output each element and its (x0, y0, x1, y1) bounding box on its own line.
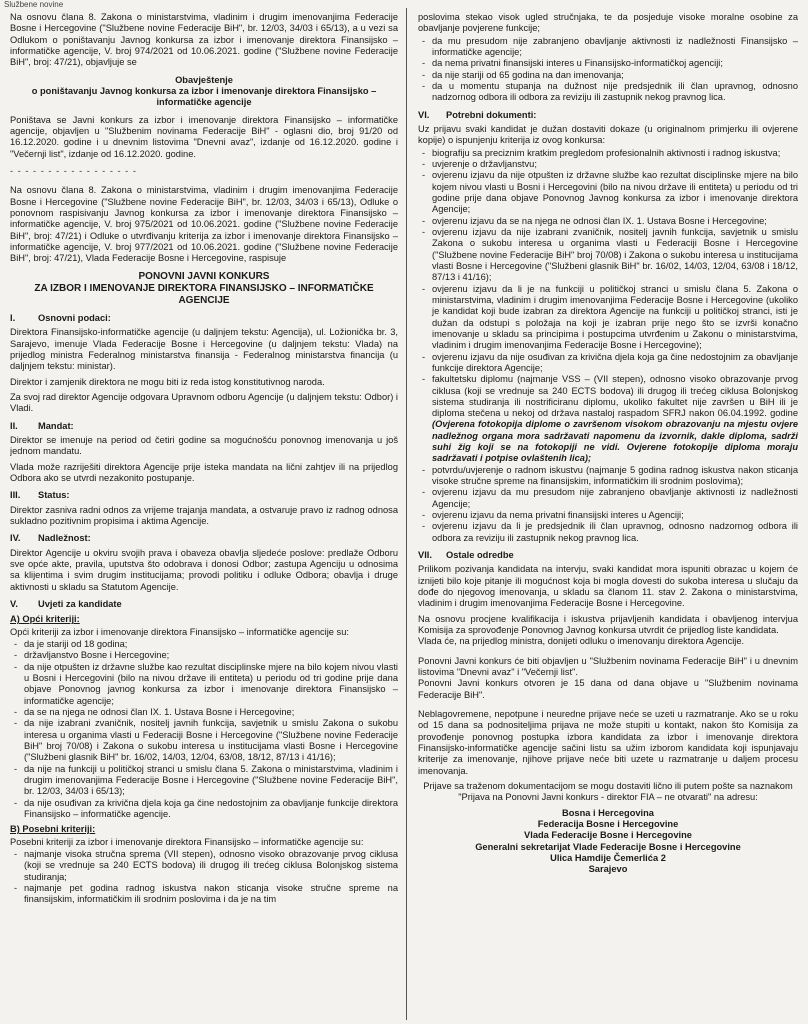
general-criteria-list (10, 639, 398, 820)
address-line: Bosna i Hercegovina (562, 807, 654, 818)
list-item: - da mu presudom nije zabranjeno obavljanje aktivnosti iz nadležnosti Finansijsko – informatičke agencije; (432, 36, 798, 59)
subsection-heading: B) Posebni kriteriji: (10, 824, 96, 835)
list-item: - ovjerenu izjavu da nije otpušten iz državne službe kao rezultat disciplinske mjere na bilo kojem nivou vlasti u Bosni i Hercegovini (bilo na nivou države ili entiteta) u periodu od tri godine prije dana objave Ponovnog Javnog konkursa za izbor i imenovanje direktora Agencije; (432, 170, 798, 215)
list-item: - da je stariji od 18 godina; (24, 639, 398, 650)
section-heading: IV. Nadležnost: (10, 533, 91, 544)
list-item: - da nema privatni finansijski interes u Finansijsko-informatičkoj agenciji; (432, 58, 798, 69)
list-item: - uvjerenje o državljanstvu; (432, 159, 798, 170)
section-paragraph: Uz prijavu svaki kandidat je dužan dostaviti dokaze (u originalnom primjerku ili ovjerene kopije) o ispunjenju kriterija iz ovog konkursa: (418, 123, 798, 146)
special-criteria-list (10, 849, 398, 906)
column-divider (406, 8, 407, 1020)
intro-paragraph: Na osnovu člana 8. Zakona o ministarstvima, vladinim i drugim imenovanjima Federacije Bosne i Hercegovine ("Službene novine Federacije BiH", br. 12/03, 34/03 i 65/13), a u vezi sa Odlukom o poništavanju Javnog konkursa za izbor i imenovanje direktora Finansijsko – informatičke agencije, V. broj 974/2021 od 10.06.2021. godine ("Službene novine Federacije BiH", broj: 47/21), objavljuje se (10, 12, 398, 68)
list-item: - da nije otpušten iz državne službe kao rezultat disciplinske mjere na bilo kojem nivou vlasti u Bosni i Hercegovini (bilo na nivou države ili entiteta) u periodu od tri godine prije dana objave Ponovnog javnog konkursa za izbor i imenovanje direktora Finansijsko – informatičke agencije; (24, 662, 398, 707)
section-paragraph: Direktor zasniva radni odnos za vrijeme trajanja mandata, a ostvaruje pravo iz radnog odnosa sukladno pozitivnim propisima i aktima Agencije. (10, 504, 398, 527)
address-line: Federacija Bosne i Hercegovine (537, 818, 679, 829)
diploma-note: (Ovjerena fotokopija diplome o završenom visokom obrazovanju na mjestu ovjere nadležnog organa mora sadržavati napomenu da izvornik, dakle diploma, sadrži suhi žig koji se na fotokopiji ne vidi. Ovjerene fotokopije diploma moraju sadržavati i potpise ovlaštenih lica); (432, 419, 798, 464)
list-item: - ovjerenu izjavu da nije osuđivan za krivična djela koja ga čine nedostojnim za obavljanje funkcije direktora Agencije; (432, 352, 798, 375)
section-heading: VI. Potrebni dokumenti: (418, 109, 537, 120)
section-paragraph: Direktor se imenuje na period od četiri godine sa mogućnošću ponovnog imenovanja u još jednom mandatu. (10, 435, 398, 457)
address-line: Vlada Federacije Bosne i Hercegovine (524, 830, 692, 841)
list-item: - najmanje visoka stručna sprema (VII stepen), odnosno visoko obrazovanje prvog ciklusa (koji se vrednuje sa 240 ECTS bodova) ili drugog ili trećeg ciklusa Bolonjskog sistema studiranja; (24, 849, 398, 883)
subsection-intro: Posebni kriteriji za izbor i imenovanje direktora Finansijsko – informatičke agencije su: (10, 836, 364, 847)
subsection-intro: Opći kriteriji za izbor i imenovanje direktora Finansijsko – informatičke agencije su: (10, 626, 349, 637)
address-line: Ulica Hamdije Čemerlića 2 (550, 852, 666, 863)
list-item: - da se na njega ne odnosi član IX. 1. Ustava Bosne i Hercegovine; (24, 707, 398, 718)
left-column (10, 12, 398, 1020)
list-item: - ovjerenu izjavu da se na njega ne odnosi član IX. 1. Ustava Bosne i Hercegovine; (432, 216, 798, 227)
address-line: Sarajevo (588, 864, 628, 875)
annulment-paragraph: Poništava se Javni konkurs za izbor i imenovanje direktora Finansijsko – informatičke agencije, objavljen u "Službenim novinama Federacije BiH" - oglasni dio, broj 91/20 od 16.12.2020. godine i u dnevnim listovima "Dnevni avaz", izdanje od 16.12.2020. godine i "Večernji list", izdanje od 16.12.2020. godine. (10, 114, 398, 159)
section-paragraph: Ponovni Javni konkurs će biti objavljen u "Službenim novinama Federacije BiH" i u dnevnim listovima "Dnevni avaz" i "Večernji list". (418, 655, 798, 678)
list-item: - da nije osuđivan za krivična djela koja ga čine nedostojnim za obavljanje funkcije direktora Finansijsko – informatičke agencije. (24, 798, 398, 821)
section-paragraph: Neblagovremene, nepotpune i neuredne prijave neće se uzeti u razmatranje. Ako se u roku od 15 dana sa podnositeljima prijava ne može stupiti u kontakt, nakon što Komisija za provođenje ponovnog postupka izbora kandidata za izbor i imenovanje direktora Finansijsko-informatičke agencije sačini listu sa užim izborom kandidata koji ispunjavaju kriterije za imenovanje, njihove prijave neće biti uzete u razmatranje u daljem procesu imenovanja. (418, 709, 798, 776)
address-block (418, 808, 798, 876)
continued-paragraph: poslovima stekao visok ugled stručnjaka, te da posjeduje visoke moralne osobine za obavljanje povjerene funkcije; (418, 12, 798, 34)
list-item: - ovjerenu izjavu da li je predsjednik ili član upravnog, odnosno nadzornog odbora ili odbora za reviziju ili zastupnik nekog pravnog lica. (432, 521, 798, 544)
legal-basis-paragraph: Na osnovu člana 8. Zakona o ministarstvima, vladinim i drugim imenovanjima Federacije Bosne i Hercegovine ("Službene novine Federacije BiH", br. 12/03, 34/03 i 65/13), Odluke o ponovnom raspisivanju Javnog konkursa za izbor i imenovanje direktora Finansijsko – informatičke agencije, V. broj 975/2021 od 10.06.2021. godine ("Službene novine Federacije BiH", broj: 47/21) i Odluke o utvrđivanju kriterija za izbor i imenovanje direktora Finansijsko – informatičke agencije, V. broj 977/2021 od 10.06.2021. godine ("Službene novine Federacije BiH", broj: 47/21), Vlada Federacije Bosne i Hercegovine, raspisuje (10, 185, 398, 264)
list-item: - da nije stariji od 65 godina na dan imenovanja; (432, 70, 798, 81)
right-column (418, 12, 798, 1020)
section-heading: III. Status: (10, 490, 70, 501)
separator: - - - - - - - - - - - - - - - - - (10, 165, 137, 176)
section-paragraph: Za svoj rad direktor Agencije odgovara Upravnom odboru Agencije (u daljnjem tekstu: Odbor) i Vladi. (10, 392, 398, 414)
notice-title: Obavještenje (175, 74, 233, 85)
list-item: - ovjerenu izjavu da li je na funkciji u političkoj stranci u smislu člana 5. Zakona o ministarstvima, vladinim i drugim imenovanjima Federacije Bosne i Hercegovine (ukoliko je kandidat koji bude izabran za direktora Agencije na funkciji u političkoj stranci, isti je dužan da odstupi s položaja na koji je izabran prije nego što se izvrši konačno imenovanje u skladu sa principima i postupcima utvrđenim u Zakonu o ministarstvima, vladinim i drugim imenovanjima Federacije Bosne i Hercegovine); (432, 284, 798, 352)
special-criteria-list-continued (418, 36, 798, 104)
list-item: - ovjerenu izjavu da nije izabrani zvaničnik, nositelj javnih funkcija, savjetnik u smislu Zakona o sukobu interesa u organima vlasti u Federaciji Bosne i Hercegovine ("Službene novine Federacije BiH" broj 70/08) i Zakona o sukobu interesa u institucijama vlasti Bosne i Hercegovine ("Službeni glasnik BiH" br. 16/02, 14/03, 12/04, 63/08 i 18/12, 87/13 i 41/16); (432, 227, 798, 284)
diploma-text: fakultetsku diplomu (najmanje VSS – (VII stepen), odnosno visoko obrazovanje prvog ciklusa (koji se vrednuje sa 240 ECTS bodova) ili drugog ili trećeg ciklusa Bolonjskog sistema studiranja ili nostrificiranu diplomu, ukoliko fakultet nije završen u BiH ili je diploma stečena u nekoj od država nastaloj raspadom SFRJ nakon 06.04.1992. godine (432, 374, 798, 419)
konkurs-title-line2: ZA IZBOR I IMENOVANJE DIREKTORA FINANSIJSKO – INFORMATIČKE AGENCIJE (34, 282, 374, 306)
list-item: - ovjerenu izjavu da nema privatni finansijski interes u Agenciji; (432, 510, 798, 521)
konkurs-title (10, 271, 398, 308)
section-heading: II. Mandat: (10, 420, 74, 431)
list-item: - biografiju sa preciznim kratkim pregledom profesionalnih aktivnosti i radnog iskustva; (432, 148, 798, 159)
section-paragraph: Direktor i zamjenik direktora ne mogu biti iz reda istog konstitutivnog naroda. (10, 376, 325, 387)
submission-paragraph: Prijave sa traženom dokumentacijom se mogu dostaviti lično ili putem pošte sa naznakom "Prijava na Ponovni Javni konkurs - direktor FIA – ne otvarati" na adresu: (423, 781, 793, 803)
list-item: - državljanstvo Bosne i Hercegovine; (24, 650, 398, 661)
list-item (432, 374, 798, 465)
section-heading: I. Osnovni podaci: (10, 313, 111, 324)
header-strip (0, 0, 808, 10)
list-item: - da nije izabrani zvaničnik, nositelj javnih funkcija, savjetnik u smislu Zakona o sukobu interesa u organima vlasti u Federaciji Bosne i Hercegovine ("Službene novine Federacije BiH" broj 70/08) i Zakona o sukobu interesa u institucijama vlasti Bosne i Hercegovine ("Službeni glasnik BiH" br. 16/02, 14/03, 12/04, 63/08, 18/12, 87/13 i 41/16); (24, 718, 398, 763)
section-heading: V. Uvjeti za kandidate (10, 599, 122, 610)
documents-list (418, 148, 798, 544)
list-item: - najmanje pet godina radnog iskustva nakon sticanja visoke stručne spreme na finansijskim, informatičkim ili srodnim poslovima i da je na tim (24, 883, 398, 906)
section-heading: VII. Ostale odredbe (418, 550, 514, 561)
list-item: - potvrdu/uvjerenje o radnom iskustvu (najmanje 5 godina radnog iskustva nakon sticanja visoke stručne spreme na finansijskim, informatičkim ili srodnim poslovima); (432, 465, 798, 488)
section-paragraph: Direktor Agencije u okviru svojih prava i obaveza obavlja sljedeće poslove: predlaže Odboru sve opće akte, pravila, uputstva što odobrava i donosi Odbor; zastupa Agenciju u odnosima sa klijentima i svim drugim institucijama; provodi politiku i odluke Odbora; obavlja i druge aktivnosti u skladu sa Statutom Agencije. (10, 547, 398, 592)
address-line: Generalni sekretarijat Vlade Federacije Bosne i Hercegovine (475, 841, 741, 852)
list-item: - da nije na funkciji u političkoj stranci u smislu člana 5. Zakona o ministarstvima, vladinim i drugim imenovanjima Federacije Bosne i Hercegovine ("Službene novine Federacije BiH", br. 12/03, 34/03 i 65/13); (24, 764, 398, 798)
section-paragraph: Prilikom pozivanja kandidata na intervju, svaki kandidat mora ispuniti obrazac u kojem će izniјeti bilo koje pitanje ili mogućnost koja bi mogla dovesti do sukoba interesa u slučaju da dođe do njegovog imenovanja, u skladu sa članom 11. stav 2. Zakona o ministarstvima, vladinim i drugim imenovanjima Federacije Bosne i Hercegovine. (418, 564, 798, 609)
header-strip-text: Službene novine (4, 0, 64, 9)
section-paragraph: Na osnovu procjene kvalifikacija i iskustva prijavljenih kandidata i obavljenog intervjua Komisija za sprovođenje Ponovnog Javnog konkursa utvrdit će prijedlog liste kandidata. (418, 613, 798, 636)
list-item: - ovjerenu izjavu da mu presudom nije zabranjeno obavljanje aktivnosti iz nadležnosti Agencije; (432, 487, 798, 510)
notice-subtitle: o poništavanju Javnog konkursa za izbor i imenovanje direktora Finansijsko – informatičke agencije (31, 85, 377, 108)
section-paragraph: Direktora Finansijsko-informatičke agencije (u daljnjem tekstu: Agencija), ul. Ložionička br. 3, Sarajevo, imenuje Vlada Federacije Bosne i Hercegovine (u daljnjem tekstu: Vlada) na prijedlog ministra Federalnog ministarstva finansija - Federalnog ministarstva financija (u daljnjem tekstu: ministar). (10, 327, 398, 372)
konkurs-title-line1: PONOVNI JAVNI KONKURS (138, 270, 270, 282)
list-item: - da u momentu stupanja na dužnost nije predsjednik ili član upravnog, odnosno nadzornog odbora ili odbora za reviziju ili zastupnik nekog pravnog lica. (432, 81, 798, 104)
subsection-heading: A) Opći kriteriji: (10, 614, 80, 625)
section-paragraph: Vlada će, na prijedlog ministra, donijeti odluku o imenovanju direktora Agencije. (418, 636, 745, 647)
section-paragraph: Vlada može razriješiti direktora Agencije prije isteka mandata na lični zahtjev ili na prijedlog Odbora ako se utvrdi nezakonito postupanje. (10, 461, 398, 484)
section-paragraph: Ponovni Javni konkurs otvoren je 15 dana od dana objave u "Službenim novinama Federacije BiH". (418, 678, 798, 700)
